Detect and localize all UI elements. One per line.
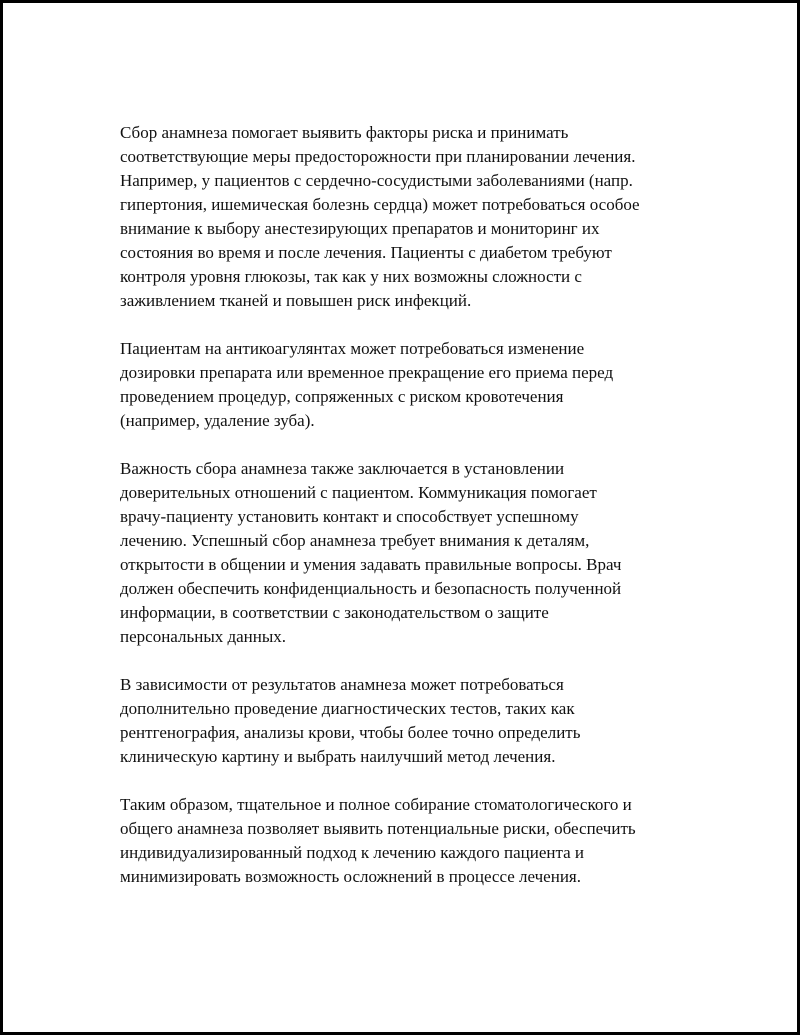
text-line: индивидуализированный подход к лечению каждого пациента и [120, 843, 585, 862]
text-line: информации, в соответствии с законодательством о защите [120, 603, 549, 622]
text-line: внимание к выбору анестезирующих препаратов и мониторинг их [120, 219, 600, 238]
text-line: должен обеспечить конфиденциальность и безопасность полученной [120, 579, 622, 598]
paragraph-risk-factors [120, 121, 700, 313]
text-line: В зависимости от результатов анамнеза может потребоваться [120, 675, 564, 694]
text-line: Таким образом, тщательное и полное собирание стоматологического и [120, 795, 632, 814]
text-line: Пациентам на антикоагулянтах может потребоваться изменение [120, 339, 585, 358]
text-line: заживлением тканей и повышен риск инфекций. [120, 291, 472, 310]
text-line: врачу-пациенту установить контакт и способствует успешному [120, 507, 579, 526]
text-line: проведением процедур, сопряженных с риском кровотечения [120, 387, 564, 406]
text-line: открытости в общении и умения задавать правильные вопросы. Врач [120, 555, 622, 574]
text-line: минимизировать возможность осложнений в процессе лечения. [120, 867, 581, 886]
text-line: рентгенография, анализы крови, чтобы более точно определить [120, 723, 581, 742]
text-line: контроля уровня глюкозы, так как у них возможны сложности с [120, 267, 582, 286]
text-line: клиническую картину и выбрать наилучший метод лечения. [120, 747, 556, 766]
paragraph-diagnostics [120, 673, 700, 769]
paragraph-anticoagulants [120, 337, 700, 433]
text-line: персональных данных. [120, 627, 287, 646]
text-line: Например, у пациентов с сердечно-сосудистыми заболеваниями (напр. [120, 171, 633, 190]
paragraph-conclusion [120, 793, 700, 889]
text-line: Важность сбора анамнеза также заключается в установлении [120, 459, 565, 478]
text-line: доверительных отношений с пациентом. Коммуникация помогает [120, 483, 597, 502]
document-body [120, 121, 700, 913]
text-line: гипертония, ишемическая болезнь сердца) может потребоваться особое [120, 195, 640, 214]
text-line: состояния во время и после лечения. Пациенты с диабетом требуют [120, 243, 612, 262]
text-line: лечению. Успешный сбор анамнеза требует внимания к деталям, [120, 531, 590, 550]
text-line: (например, удаление зуба). [120, 411, 315, 430]
paragraph-trust-communication [120, 457, 700, 649]
text-line: общего анамнеза позволяет выявить потенциальные риски, обеспечить [120, 819, 636, 838]
text-line: соответствующие меры предосторожности при планировании лечения. [120, 147, 636, 166]
text-line: дополнительно проведение диагностических тестов, таких как [120, 699, 575, 718]
text-line: дозировки препарата или временное прекращение его приема перед [120, 363, 614, 382]
text-line: Сбор анамнеза помогает выявить факторы риска и принимать [120, 123, 569, 142]
